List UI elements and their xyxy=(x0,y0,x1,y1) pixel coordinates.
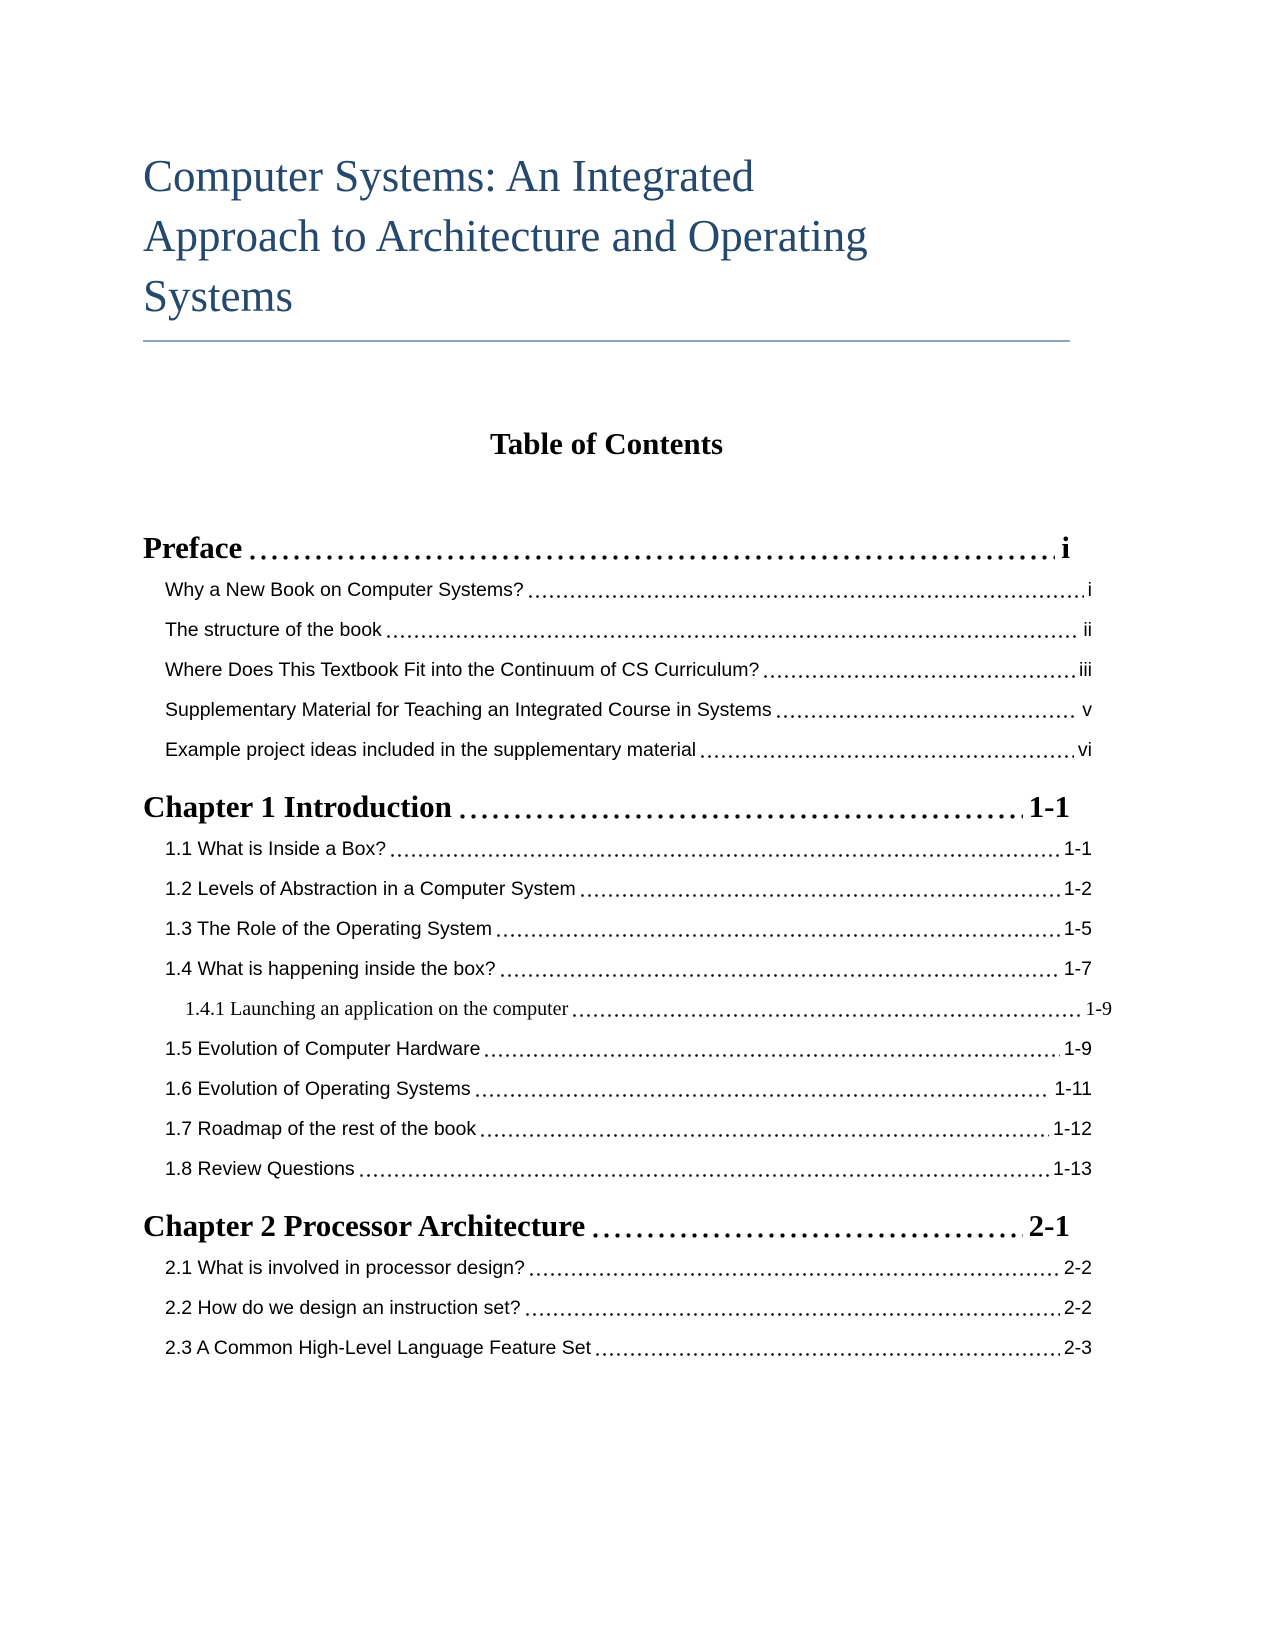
toc-dot-leader xyxy=(250,554,1055,561)
toc-entry-label: Where Does This Textbook Fit into the Continuum of CS Curriculum? xyxy=(165,659,760,681)
toc-entry-label: Supplementary Material for Teaching an Integrated Course in Systems xyxy=(165,699,772,721)
document-title-line: Systems xyxy=(143,271,294,321)
toc-entry-page: 1-13 xyxy=(1052,1158,1092,1180)
toc-entry xyxy=(143,1296,1092,1321)
document-title xyxy=(143,146,1070,342)
toc-dot-leader xyxy=(526,1312,1060,1317)
toc-entry-label: 2.2 How do we design an instruction set? xyxy=(165,1297,521,1319)
toc-entry-label: 1.2 Levels of Abstraction in a Computer System xyxy=(165,878,576,900)
toc-entry xyxy=(143,1206,1070,1246)
toc-dot-leader xyxy=(387,634,1080,639)
toc-dot-leader xyxy=(593,1232,1022,1239)
toc-dot-leader xyxy=(501,973,1060,978)
toc-entry-page: i xyxy=(1061,530,1070,565)
toc-entry-page: 1-11 xyxy=(1054,1078,1092,1100)
toc-entry xyxy=(143,618,1092,643)
toc-entry xyxy=(143,1117,1092,1142)
toc-entry-label: 1.1 What is Inside a Box? xyxy=(165,838,387,860)
toc-entry-page: iii xyxy=(1079,659,1092,681)
toc-entry xyxy=(143,1077,1092,1102)
toc-entry xyxy=(143,787,1070,827)
toc-entry-label: 1.5 Evolution of Computer Hardware xyxy=(165,1038,481,1060)
toc-dot-leader xyxy=(530,1272,1060,1277)
toc-entry-label: Preface xyxy=(143,530,243,565)
toc-entry xyxy=(143,528,1070,568)
toc-entry-label: Why a New Book on Computer Systems? xyxy=(165,579,524,601)
toc-entry-label: 2.1 What is involved in processor design? xyxy=(165,1257,525,1279)
document-page xyxy=(143,0,1112,1361)
toc-entry xyxy=(143,1336,1092,1361)
document-title-line: Approach to Architecture and Operating xyxy=(143,211,868,261)
toc-entry-label: 1.3 The Role of the Operating System xyxy=(165,918,492,940)
toc-dot-leader xyxy=(497,933,1060,938)
toc-dot-leader xyxy=(391,853,1060,858)
toc-entry-page: 2-2 xyxy=(1063,1257,1092,1279)
toc-entry-label: Chapter 2 Processor Architecture xyxy=(143,1208,586,1243)
toc-dot-leader xyxy=(485,1053,1059,1058)
toc-entry-page: 1-5 xyxy=(1063,918,1092,940)
toc-dot-leader xyxy=(573,1013,1081,1018)
toc-entry-page: vi xyxy=(1077,739,1092,761)
toc-entry xyxy=(143,698,1092,723)
toc-dot-leader xyxy=(529,594,1084,599)
toc-entry-page: 1-2 xyxy=(1063,878,1092,900)
toc-entry-label: 1.8 Review Questions xyxy=(165,1158,355,1180)
toc-entry xyxy=(143,837,1092,862)
toc-entry-page: 2-3 xyxy=(1063,1337,1092,1359)
toc-entry xyxy=(143,658,1092,683)
toc-entry-page: i xyxy=(1087,579,1092,601)
toc-entry-label: Example project ideas included in the supplementary material xyxy=(165,739,697,761)
toc-entry xyxy=(143,1256,1092,1281)
toc-entry xyxy=(143,997,1112,1022)
toc-entry-label: The structure of the book xyxy=(165,619,382,641)
toc-entry-page: 1-9 xyxy=(1085,998,1112,1020)
toc-entry-page: 2-1 xyxy=(1028,1208,1070,1243)
toc-entry-page: 1-12 xyxy=(1052,1118,1092,1140)
toc-dot-leader xyxy=(581,893,1060,898)
toc-entry xyxy=(143,1037,1092,1062)
toc-dot-leader xyxy=(596,1352,1060,1357)
toc-entry-page: v xyxy=(1082,699,1092,721)
toc-dot-leader xyxy=(764,674,1075,679)
toc-entry-label: 1.4 What is happening inside the box? xyxy=(165,958,496,980)
toc-dot-leader xyxy=(460,813,1023,820)
toc-entry-page: 1-7 xyxy=(1063,958,1092,980)
toc-entry-page: 2-2 xyxy=(1063,1297,1092,1319)
toc-dot-leader xyxy=(360,1173,1049,1178)
toc-entry-label: 2.3 A Common High-Level Language Feature Set xyxy=(165,1337,592,1359)
toc-entry xyxy=(143,738,1092,763)
toc-entry-label: 1.4.1 Launching an application on the computer xyxy=(185,998,569,1020)
toc-entry-label: 1.7 Roadmap of the rest of the book xyxy=(165,1118,477,1140)
toc-entry xyxy=(143,578,1092,603)
document-title-line: Computer Systems: An Integrated xyxy=(143,151,755,201)
toc-entry-page: 1-1 xyxy=(1028,789,1070,824)
toc-dot-leader xyxy=(476,1093,1051,1098)
toc-list xyxy=(143,528,1112,1361)
toc-heading: Table of Contents xyxy=(489,426,724,461)
toc-dot-leader xyxy=(481,1133,1049,1138)
toc-entry-page: ii xyxy=(1083,619,1092,641)
toc-entry xyxy=(143,1157,1092,1182)
toc-entry-label: Chapter 1 Introduction xyxy=(143,789,452,824)
toc-entry xyxy=(143,957,1092,982)
toc-entry xyxy=(143,917,1092,942)
toc-entry xyxy=(143,877,1092,902)
toc-entry-page: 1-9 xyxy=(1063,1038,1092,1060)
toc-entry-label: 1.6 Evolution of Operating Systems xyxy=(165,1078,471,1100)
toc-entry-page: 1-1 xyxy=(1063,838,1092,860)
toc-dot-leader xyxy=(777,714,1079,719)
toc-dot-leader xyxy=(701,754,1074,759)
